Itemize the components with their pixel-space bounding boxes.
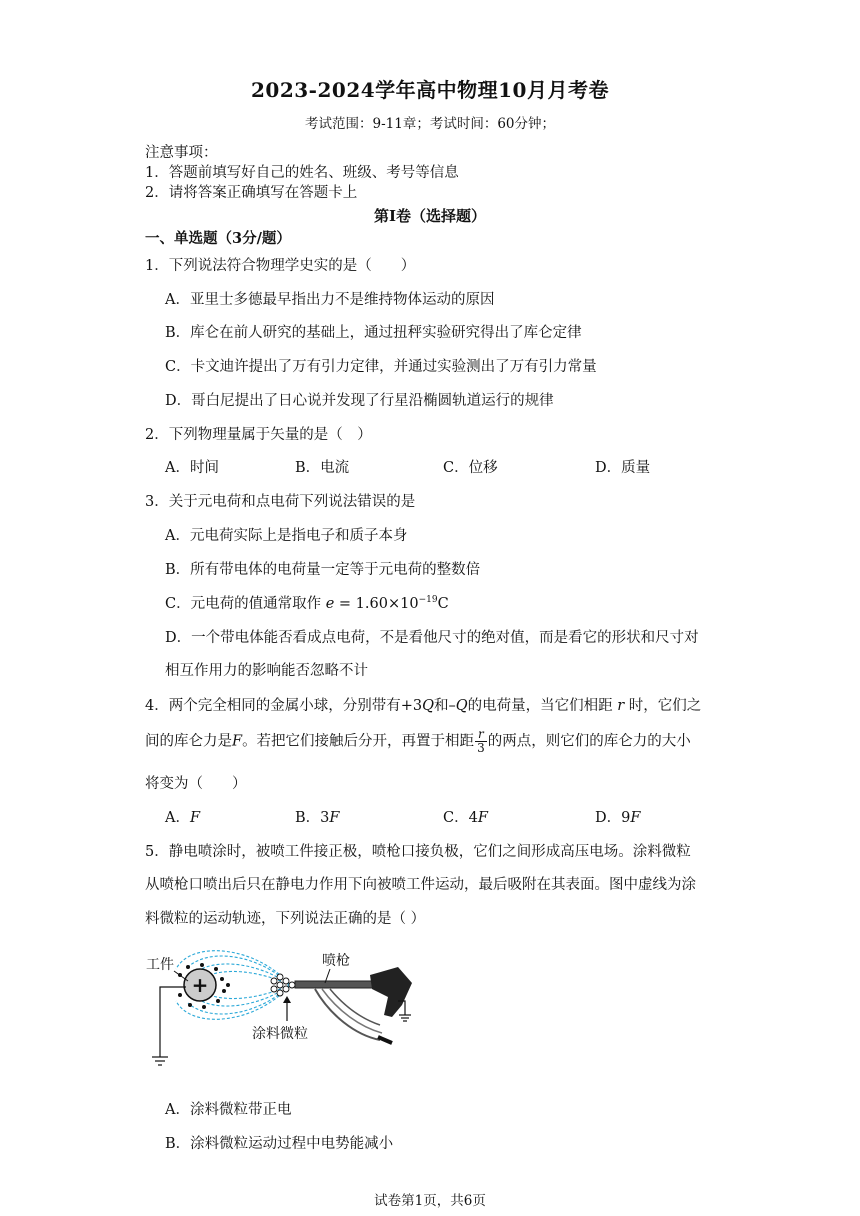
question-2-option-a: A．时间 xyxy=(165,460,219,476)
question-2-stem: 2．下列物理量属于矢量的是（ ） xyxy=(145,427,372,443)
question-1-option-d: D．哥白尼提出了日心说并发现了行星沿椭圆轨道运行的规律 xyxy=(165,393,554,409)
electrostatic-spray-figure xyxy=(140,945,430,1080)
question-5-line1: 5．静电喷涂时，被喷工件接正极，喷枪口接负极，它们之间形成高压电场。涂料微粒 xyxy=(145,844,691,860)
question-2-option-b: B．电流 xyxy=(295,460,350,476)
exam-info: 考试范围：9-11章；考试时间：60分钟； xyxy=(304,116,555,132)
notice-title: 注意事项： xyxy=(145,145,218,161)
question-4-option-a: A．F xyxy=(165,810,201,826)
fraction-r-over-3: $\frac{r}{3}$ xyxy=(477,727,485,755)
spray-gun-label: 喷枪 xyxy=(322,953,350,969)
question-4-line1: 4．两个完全相同的金属小球，分别带有+3Q和–Q的电荷量，当它们相距 r 时，它们之 xyxy=(145,698,702,714)
question-3-stem: 3．关于元电荷和点电荷下列说法错误的是 xyxy=(145,494,416,510)
page-footer: 试卷第1页，共6页 xyxy=(374,1193,486,1209)
question-1-option-c: C．卡文迪许提出了万有引力定律，并通过实验测出了万有引力常量 xyxy=(165,359,597,375)
question-2-option-d: D．质量 xyxy=(595,460,651,476)
question-4-line2: 间的库仑力是F。若把它们接触后分开，再置于相距 $\frac{r}{3}$ 的两点，则它们的库仑力的大小 xyxy=(145,727,691,755)
question-5-line3: 料微粒的运动轨迹，下列说法正确的是（ ） xyxy=(145,911,426,927)
part-title: 一、单选题（3分/题） xyxy=(145,230,291,247)
question-4-option-c: C．4F xyxy=(443,810,488,826)
particle-cluster xyxy=(271,974,295,996)
question-4-option-b: B．3F xyxy=(295,810,340,826)
question-3-option-d-cont: 相互作用力的影响能否忽略不计 xyxy=(165,663,368,679)
question-1-option-b: B．库仑在前人研究的基础上，通过扭秤实验研究得出了库仑定律 xyxy=(165,325,582,341)
notice-item: 2．请将答案正确填写在答题卡上 xyxy=(145,185,358,201)
page-title: 2023-2024学年高中物理10月月考卷 xyxy=(251,78,609,102)
question-4-option-d: D．9F xyxy=(595,810,641,826)
question-2-option-c: C．位移 xyxy=(443,460,498,476)
workpiece-label: 工件 xyxy=(146,957,174,973)
particle-arrow-head xyxy=(283,996,291,1003)
question-5-line2: 从喷枪口喷出后只在静电力作用下向被喷工件运动，最后吸附在其表面。图中虚线为涂 xyxy=(145,877,696,893)
section-title: 第I卷（选择题） xyxy=(373,207,487,225)
question-3-option-a: A．元电荷实际上是指电子和质子本身 xyxy=(165,528,408,544)
particles-label: 涂料微粒 xyxy=(252,1026,308,1042)
workpiece-ground-icon xyxy=(152,987,186,1065)
question-4-line3: 将变为（ ） xyxy=(145,776,247,792)
question-1-option-a: A．亚里士多德最早指出力不是维持物体运动的原因 xyxy=(165,292,495,308)
question-1-stem: 1．下列说法符合物理学史实的是（ ） xyxy=(145,258,416,274)
question-5-option-b: B．涂料微粒运动过程中电势能减小 xyxy=(165,1136,394,1152)
question-3-option-b: B．所有带电体的电荷量一定等于元电荷的整数倍 xyxy=(165,562,481,578)
question-5-option-a: A．涂料微粒带正电 xyxy=(165,1102,292,1118)
plus-sign: + xyxy=(191,973,209,997)
notice-item: 1．答题前填写好自己的姓名、班级、考号等信息 xyxy=(145,165,459,181)
question-3-option-c: C．元电荷的值通常取作 $e = 1.60\times 10^{-19}C$ xyxy=(165,595,449,612)
spray-gun xyxy=(295,967,412,1043)
question-3-option-d: D．一个带电体能否看成点电荷，不是看他尺寸的绝对值，而是看它的形状和尺寸对 xyxy=(165,630,699,646)
